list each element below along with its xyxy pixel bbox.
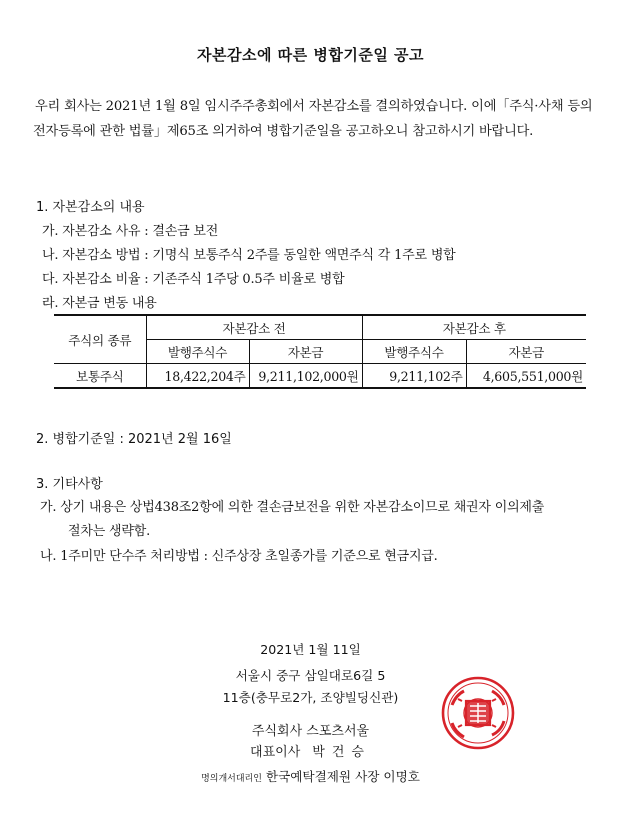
ceo-line [0, 741, 621, 760]
subheader-before-capital: 자본금 [249, 340, 362, 364]
section1-item-method: 나. 자본감소 방법 : 기명식 보통주식 2주를 동일한 액면주식 각 1주로 병합 [42, 248, 456, 263]
section3-item-fractional: 나. 1주미만 단수주 처리방법 : 신주상장 초일종가를 기준으로 현금지급. [40, 549, 438, 564]
cell-before-shares: 18,422,204주 [146, 364, 249, 389]
cell-stock-type: 보통주식 [54, 364, 146, 389]
header-after: 자본감소 후 [362, 315, 586, 340]
company-address-line2: 11층(충무로2가, 조양빌딩신관) [222, 690, 399, 705]
transfer-agent-name: 한국예탁결제원 사장 이명호 [265, 769, 420, 784]
section3-heading: 3. 기타사항 [36, 477, 103, 492]
transfer-agent-line [0, 766, 621, 785]
header-before: 자본감소 전 [146, 315, 362, 340]
cell-before-capital: 9,211,102,000원 [249, 364, 362, 389]
notice-date: 2021년 1월 11일 [260, 642, 361, 657]
section3-item-creditor-line1: 가. 상기 내용은 상법438조2항에 의한 결손금보전을 위한 자본감소이므로 채권자 이의제출 [40, 500, 545, 515]
seal-graphic [443, 678, 513, 748]
subheader-after-shares: 발행주식수 [362, 340, 466, 364]
section1-item-reason: 가. 자본감소 사유 : 결손금 보전 [42, 224, 219, 239]
section2-record-date: 2. 병합기준일 : 2021년 2월 16일 [36, 432, 232, 447]
cell-after-shares: 9,211,102주 [362, 364, 466, 389]
table-header-row [54, 315, 586, 340]
section1-heading: 1. 자본감소의 내용 [36, 200, 145, 215]
table-row [54, 364, 586, 389]
section1-item-ratio: 다. 자본감소 비율 : 기존주식 1주당 0.5주 비율로 병합 [42, 272, 345, 287]
notice-title: 자본감소에 따른 병합기준일 공고 [196, 46, 425, 64]
capital-change-table [54, 314, 586, 389]
transfer-agent-prefix: 명의개서대리인 [201, 774, 262, 784]
subheader-before-shares: 발행주식수 [146, 340, 249, 364]
section3-item-creditor [40, 496, 596, 544]
company-name: 주식회사 스포츠서울 [251, 724, 370, 739]
company-seal-stamp [440, 675, 516, 751]
company-address-line1: 서울시 중구 삼일대로6길 5 [235, 668, 386, 683]
cell-after-capital: 4,605,551,000원 [466, 364, 586, 389]
subheader-after-capital: 자본금 [466, 340, 586, 364]
header-stock-type: 주식의 종류 [54, 315, 146, 364]
section3-item-creditor-line2: 절차는 생략함. [68, 524, 151, 539]
ceo-name: 박건승 [312, 745, 371, 760]
section1-item-capital-change: 라. 자본금 변동 내용 [42, 296, 157, 311]
ceo-title: 대표이사 [250, 745, 301, 760]
intro-paragraph: 우리 회사는 2021년 1월 8일 임시주주총회에서 자본감소를 결의하였습니다. 이에「주식·사채 등의 전자등록에 관한 법률」제65조 의거하여 병합기준일을 공고하오니 참고하시기 바랍니다. [33, 99, 593, 139]
